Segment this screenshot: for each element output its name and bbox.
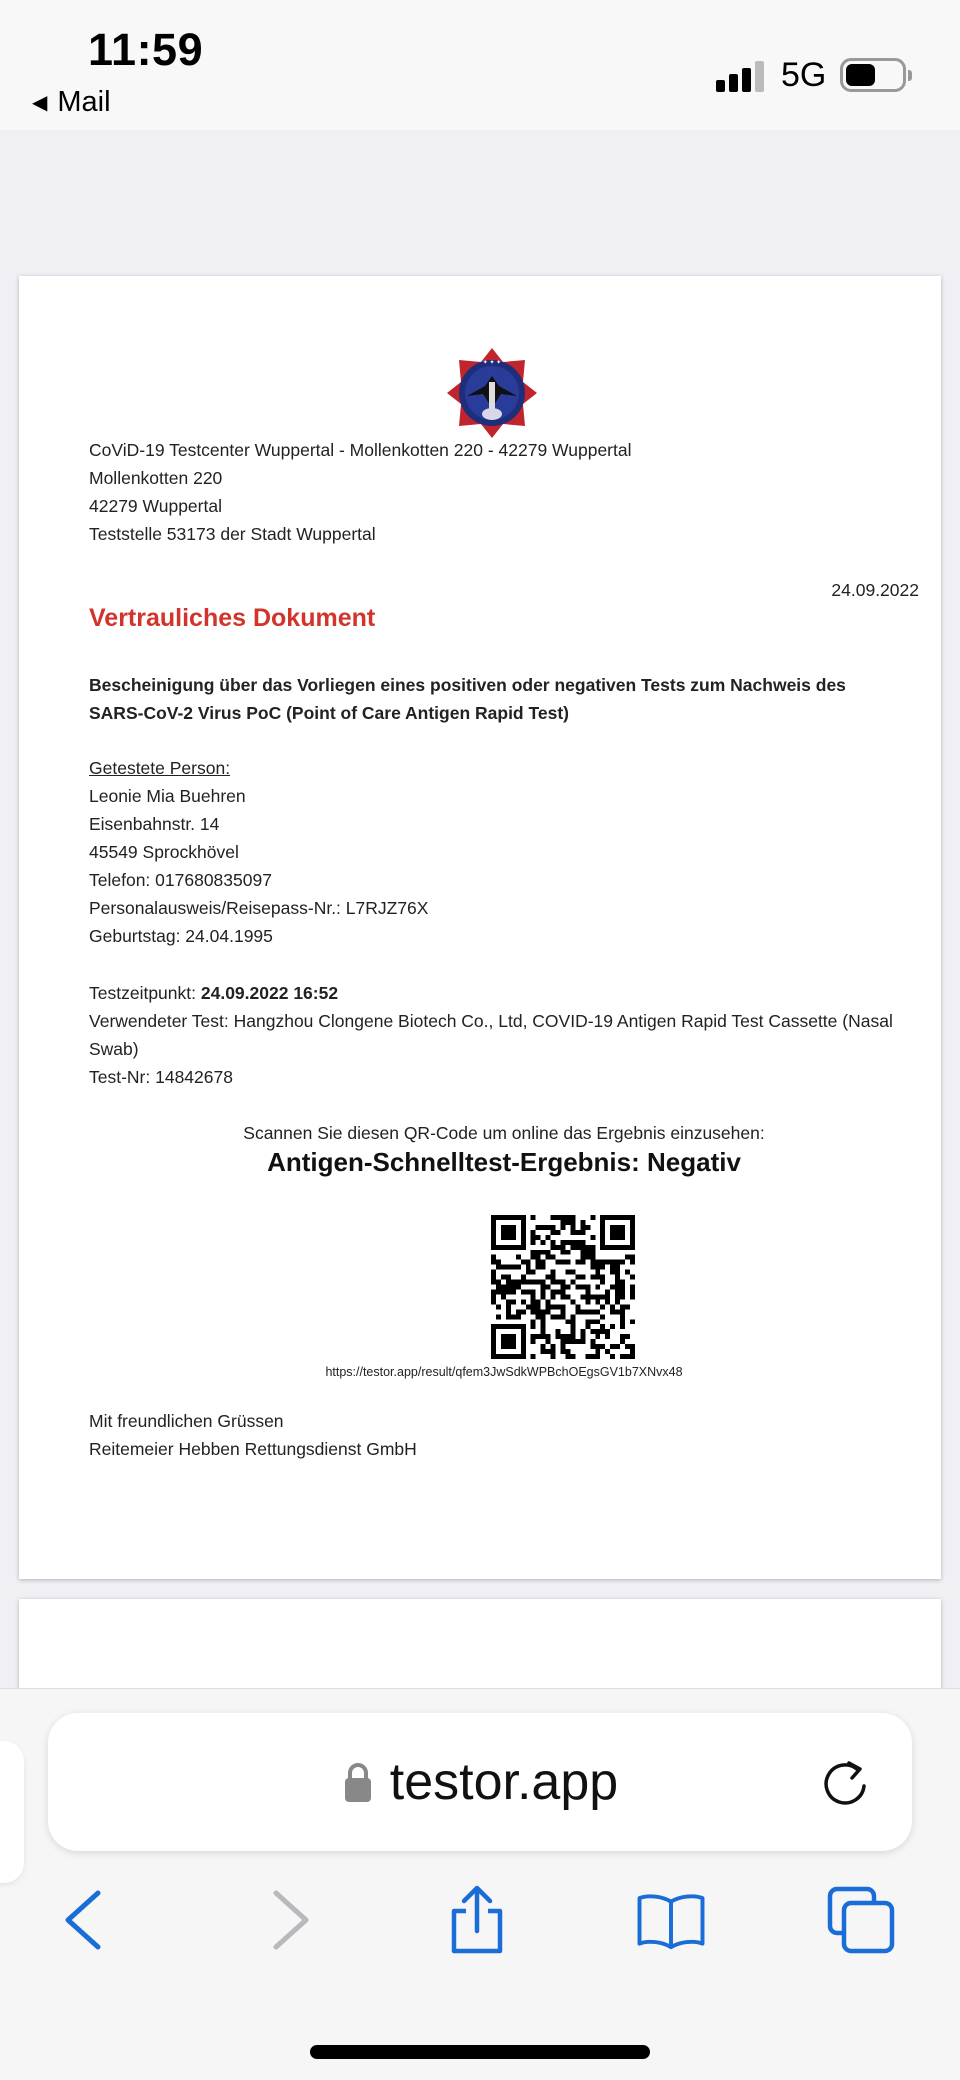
sender-line: Teststelle 53173 der Stadt Wuppertal [89,524,376,544]
reload-icon[interactable] [818,1756,872,1810]
status-bar [0,0,960,130]
tabs-icon[interactable] [826,1885,896,1955]
document-page [19,276,941,1579]
closing-block [89,1407,417,1463]
testcenter-logo [445,346,539,440]
test-number: Test-Nr: 14842678 [89,1067,233,1087]
address-text: testor.app [389,1753,619,1811]
status-time: 11:59 [88,24,204,75]
sender-line: 42279 Wuppertal [89,496,222,516]
person-id-number: Personalausweis/Reisepass-Nr.: L7RJZ76X [89,898,429,918]
result-qr-code[interactable] [491,1215,635,1359]
sender-line: CoViD-19 Testcenter Wuppertal - Mollenkotten 220 - 42279 Wuppertal [89,440,632,460]
svg-text:✦ ✦ ✦: ✦ ✦ ✦ [482,360,502,366]
battery-icon [840,58,906,92]
scan-qr-label: Scannen Sie diesen QR-Code um online das Ergebnis einzusehen: [243,1123,765,1143]
certificate-heading: Bescheinigung über das Vorliegen eines positiven oder negativen Tests zum Nachweis des SARS-CoV-2 Virus PoC (Point of Care Antigen Rapid Test) [89,675,846,723]
cellular-signal-icon [716,60,766,92]
share-icon[interactable] [442,1885,512,1955]
document-date: 24.09.2022 [831,580,919,600]
used-test: Verwendeter Test: Hangzhou Clongene Biotech Co., Ltd, COVID-19 Antigen Rapid Test Cassette (Nasal Swab) [89,1011,893,1059]
company-name: Reitemeier Hebben Rettungsdienst GmbH [89,1439,417,1459]
home-indicator[interactable] [310,2045,650,2059]
test-time-value: 24.09.2022 16:52 [200,983,339,1003]
person-name: Leonie Mia Buehren [89,786,246,806]
network-type: 5G [781,56,827,94]
tested-person [89,754,428,950]
test-time-label: Testzeitpunkt: [89,983,201,1003]
next-document-page [19,1599,941,1699]
back-icon[interactable] [50,1885,120,1955]
lock-icon [342,1761,374,1803]
tested-person-heading: Getestete Person: [89,758,231,778]
back-triangle-icon: ◀ [32,92,48,114]
test-details [89,979,899,1091]
address-bar[interactable] [48,1713,912,1851]
sender-line: Mollenkotten 220 [89,468,223,488]
person-birthday: Geburtstag: 24.04.1995 [89,926,273,946]
test-time [89,979,899,1007]
person-street: Eisenbahnstr. 14 [89,814,220,834]
forward-icon[interactable] [254,1885,324,1955]
person-phone: Telefon: 017680835097 [89,870,272,890]
person-city: 45549 Sprockhövel [89,842,239,862]
test-result: Antigen-Schnelltest-Ergebnis: Negativ [267,1147,741,1177]
sender-address [89,436,631,548]
closing-greeting: Mit freundlichen Grüssen [89,1411,284,1431]
back-app-label: Mail [57,86,111,118]
back-to-mail-link[interactable] [32,86,111,119]
result-url[interactable]: https://testor.app/result/qfem3JwSdkWPBchOEgsGV1b7XNvx48 [325,1365,683,1379]
previous-tab-preview[interactable] [0,1741,24,1883]
browser-bottom-bar [0,1688,960,2080]
confidential-title: Vertrauliches Dokument [89,604,376,632]
bookmarks-icon[interactable] [636,1885,706,1955]
